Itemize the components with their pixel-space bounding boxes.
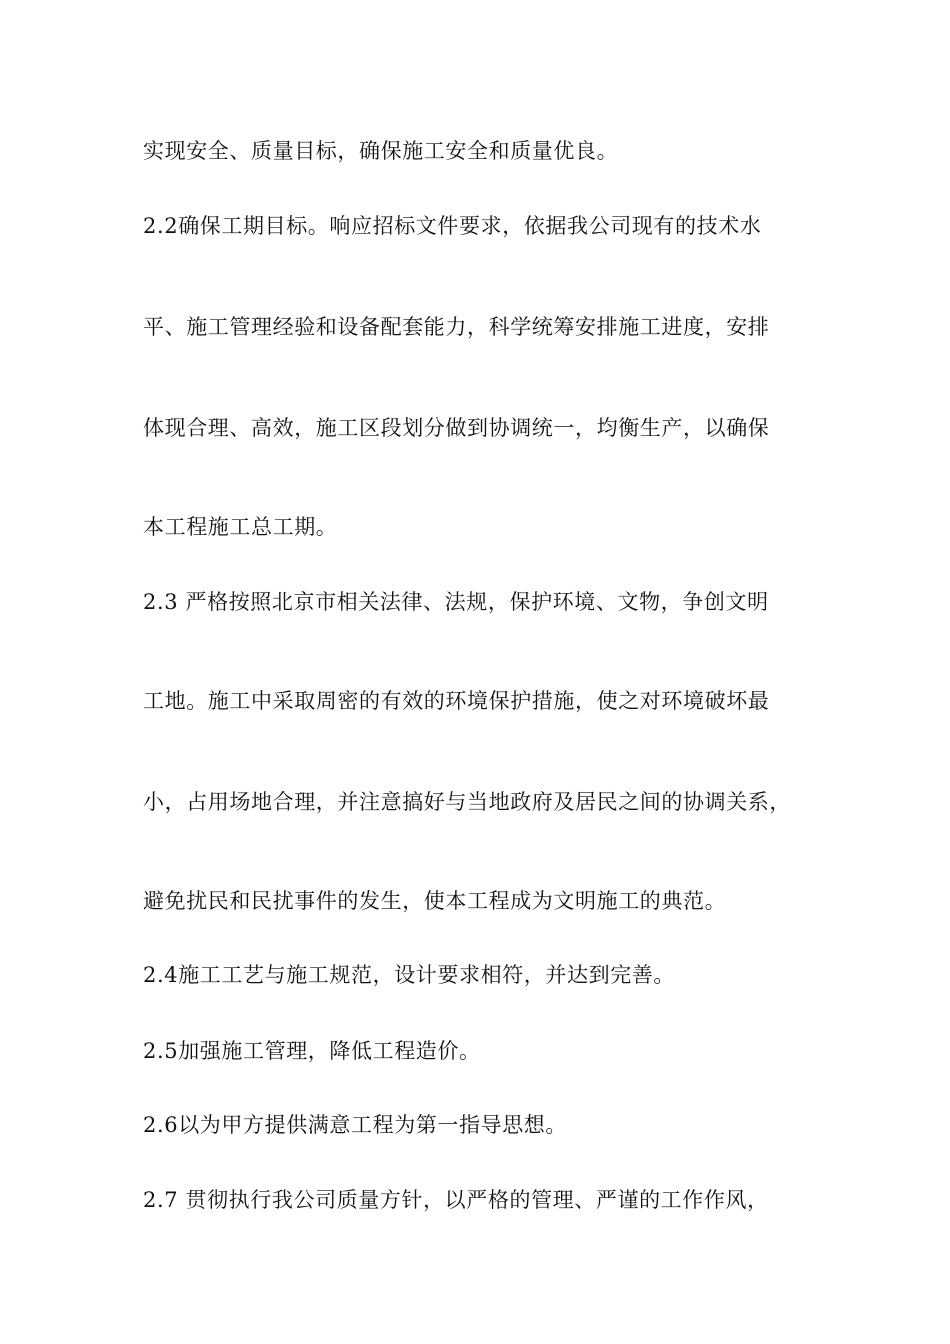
paragraph-line: 避免扰民和民扰事件的发生，使本工程成为文明施工的典范。 bbox=[143, 889, 727, 913]
paragraph-line: 实现安全、质量目标，确保施工安全和质量优良。 bbox=[143, 139, 619, 163]
paragraph-line: 2.6以为甲方提供满意工程为第一指导思想。 bbox=[143, 1113, 567, 1137]
paragraph-line: 工地。施工中采取周密的有效的环境保护措施，使之对环境破坏最 bbox=[143, 689, 770, 713]
paragraph-line: 2.2确保工期目标。响应招标文件要求，依据我公司现有的技术水 bbox=[143, 214, 762, 238]
paragraph-line: 本工程施工总工期。 bbox=[143, 515, 338, 539]
paragraph-line: 小，占用场地合理，并注意搞好与当地政府及居民之间的协调关系， bbox=[143, 790, 791, 814]
paragraph-line: 体现合理、高效，施工区段划分做到协调统一，均衡生产，以确保 bbox=[143, 416, 770, 440]
paragraph-line: 2.7 贯彻执行我公司质量方针，以严格的管理、严谨的工作作风， bbox=[143, 1188, 769, 1212]
paragraph-line: 2.5加强施工管理，降低工程造价。 bbox=[143, 1039, 481, 1063]
paragraph-line: 平、施工管理经验和设备配套能力，科学统筹安排施工进度，安排 bbox=[143, 315, 770, 339]
paragraph-line: 2.4施工工艺与施工规范，设计要求相符，并达到完善。 bbox=[143, 963, 675, 987]
paragraph-line: 2.3 严格按照北京市相关法律、法规，保护环境、文物，争创文明 bbox=[143, 590, 769, 614]
